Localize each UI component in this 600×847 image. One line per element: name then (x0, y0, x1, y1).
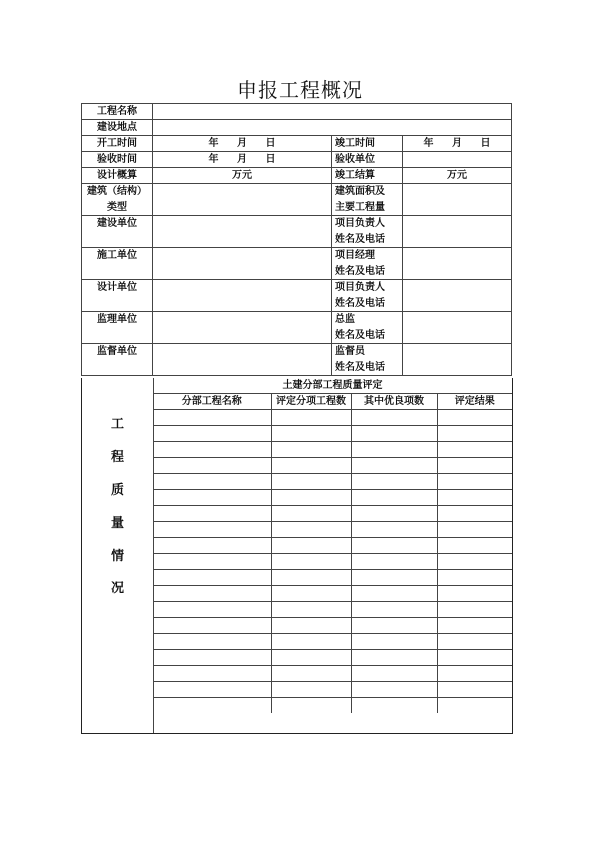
table-cell[interactable] (437, 682, 512, 698)
table-cell[interactable] (351, 666, 437, 682)
table-cell[interactable] (437, 538, 512, 554)
column-header: 分部工程名称 (153, 394, 271, 410)
table-cell[interactable] (351, 442, 437, 458)
party-unit-field[interactable] (153, 312, 332, 344)
table-cell[interactable] (437, 490, 512, 506)
column-header: 其中优良项数 (351, 394, 437, 410)
party-unit-label: 监理单位 (82, 312, 153, 344)
acceptance-time-label: 验收时间 (82, 152, 153, 168)
table-cell[interactable] (351, 634, 437, 650)
table-cell[interactable] (153, 490, 271, 506)
party-unit-label: 施工单位 (82, 248, 153, 280)
design-budget-label: 设计概算 (82, 168, 153, 184)
table-row (153, 538, 512, 554)
site-label: 建设地点 (82, 120, 153, 136)
party-unit-label: 建设单位 (82, 216, 153, 248)
quality-side-char: 情 (110, 549, 124, 564)
table-row (153, 474, 512, 490)
table-cell[interactable] (271, 442, 351, 458)
table-row (82, 104, 512, 120)
table-cell[interactable] (437, 410, 512, 426)
table-cell[interactable] (153, 570, 271, 586)
structure-type-field[interactable] (153, 184, 332, 216)
party-contact-label: 项目经理 姓名及电话 (332, 248, 403, 280)
structure-type-label: 建筑（结构） 类型 (82, 184, 153, 216)
table-cell[interactable] (437, 586, 512, 602)
party-unit-label: 设计单位 (82, 280, 153, 312)
table-cell[interactable] (351, 490, 437, 506)
start-label: 开工时间 (82, 136, 153, 152)
table-cell[interactable] (271, 666, 351, 682)
table-row (82, 280, 512, 312)
table-row (153, 586, 512, 602)
table-cell[interactable] (437, 474, 512, 490)
table-row (153, 458, 512, 474)
table-cell[interactable] (153, 698, 271, 714)
table-row (82, 216, 512, 248)
table-cell[interactable] (351, 506, 437, 522)
table-cell[interactable] (437, 442, 512, 458)
table-cell[interactable] (153, 682, 271, 698)
table-cell[interactable] (437, 698, 512, 714)
table-cell[interactable] (351, 698, 437, 714)
party-contact-field[interactable] (403, 344, 512, 376)
table-row (153, 442, 512, 458)
table-cell[interactable] (437, 570, 512, 586)
table-row (153, 410, 512, 426)
table-cell[interactable] (351, 538, 437, 554)
table-cell[interactable] (271, 506, 351, 522)
table-cell[interactable] (351, 650, 437, 666)
table-cell[interactable] (271, 570, 351, 586)
table-row (82, 152, 512, 168)
table-cell[interactable] (153, 426, 271, 442)
area-label: 建筑面积及 主要工程量 (332, 184, 403, 216)
table-row (153, 602, 512, 618)
table-cell[interactable] (271, 618, 351, 634)
table-cell[interactable] (351, 474, 437, 490)
table-row (153, 554, 512, 570)
table-cell[interactable] (271, 522, 351, 538)
party-unit-field[interactable] (153, 248, 332, 280)
table-row (153, 522, 512, 538)
table-cell[interactable] (153, 506, 271, 522)
table-row (153, 698, 512, 714)
table-cell[interactable] (153, 474, 271, 490)
table-cell[interactable] (153, 634, 271, 650)
table-cell[interactable] (153, 618, 271, 634)
table-cell[interactable] (437, 426, 512, 442)
table-cell[interactable] (271, 634, 351, 650)
table-cell[interactable] (153, 586, 271, 602)
column-header: 评定结果 (437, 394, 512, 410)
project-summary-table (81, 103, 512, 376)
party-contact-field[interactable] (403, 280, 512, 312)
table-header-row (153, 394, 512, 410)
table-cell[interactable] (271, 426, 351, 442)
table-row (82, 136, 512, 152)
party-unit-field[interactable] (153, 344, 332, 376)
table-row (153, 570, 512, 586)
table-cell[interactable] (351, 522, 437, 538)
table-row (82, 168, 512, 184)
table-row (82, 248, 512, 280)
table-row (153, 490, 512, 506)
table-cell[interactable] (271, 682, 351, 698)
design-budget-field[interactable]: 万元 (153, 168, 332, 184)
table-cell[interactable] (437, 554, 512, 570)
quality-grid (153, 378, 512, 713)
table-cell[interactable] (153, 442, 271, 458)
quality-section (81, 378, 513, 734)
table-row (153, 426, 512, 442)
table-cell[interactable] (271, 602, 351, 618)
quality-side-char: 况 (110, 581, 124, 596)
start-date-field[interactable]: 年 月 日 (153, 136, 332, 152)
party-contact-field[interactable] (403, 312, 512, 344)
table-cell[interactable] (437, 634, 512, 650)
table-cell[interactable] (351, 602, 437, 618)
table-row (82, 184, 512, 216)
table-cell[interactable] (153, 602, 271, 618)
page-title: 申报工程概况 (237, 78, 363, 102)
table-cell[interactable] (153, 458, 271, 474)
table-cell[interactable] (153, 554, 271, 570)
party-unit-field[interactable] (153, 280, 332, 312)
acceptance-unit-field[interactable] (403, 152, 512, 168)
quality-side-char: 程 (110, 450, 124, 465)
table-cell[interactable] (437, 522, 512, 538)
table-cell[interactable] (271, 586, 351, 602)
table-cell[interactable] (351, 410, 437, 426)
table-cell[interactable] (437, 666, 512, 682)
table-cell[interactable] (351, 586, 437, 602)
project-name-label: 工程名称 (82, 104, 153, 120)
table-cell[interactable] (153, 410, 271, 426)
quality-table (153, 394, 512, 713)
acceptance-unit-label: 验收单位 (332, 152, 403, 168)
quality-side-label (82, 378, 154, 733)
party-contact-label: 监督员 姓名及电话 (332, 344, 403, 376)
table-cell[interactable] (271, 474, 351, 490)
table-cell[interactable] (351, 682, 437, 698)
table-cell[interactable] (351, 570, 437, 586)
table-row (153, 650, 512, 666)
party-unit-label: 监督单位 (82, 344, 153, 376)
table-cell[interactable] (271, 698, 351, 714)
quality-side-char: 工 (110, 417, 124, 432)
table-cell[interactable] (437, 650, 512, 666)
table-cell[interactable] (437, 618, 512, 634)
table-cell[interactable] (271, 458, 351, 474)
party-contact-field[interactable] (403, 216, 512, 248)
table-cell[interactable] (153, 666, 271, 682)
table-cell[interactable] (351, 618, 437, 634)
table-row (153, 682, 512, 698)
table-row (82, 344, 512, 376)
quality-section-title: 土建分部工程质量评定 (153, 378, 512, 394)
acceptance-date-field[interactable]: 年 月 日 (153, 152, 332, 168)
table-cell[interactable] (351, 458, 437, 474)
quality-side-char: 质 (110, 483, 124, 498)
table-cell[interactable] (153, 522, 271, 538)
party-unit-field[interactable] (153, 216, 332, 248)
site-field[interactable] (153, 120, 512, 136)
table-row (153, 634, 512, 650)
completion-date-field[interactable]: 年 月 日 (403, 136, 512, 152)
table-cell[interactable] (153, 650, 271, 666)
area-field[interactable] (403, 184, 512, 216)
table-row (153, 666, 512, 682)
table-cell[interactable] (271, 650, 351, 666)
party-contact-label: 项目负责人 姓名及电话 (332, 216, 403, 248)
table-cell[interactable] (153, 538, 271, 554)
table-cell[interactable] (351, 554, 437, 570)
completion-label: 竣工时间 (332, 136, 403, 152)
party-contact-label: 总监 姓名及电话 (332, 312, 403, 344)
table-cell[interactable] (271, 490, 351, 506)
table-cell[interactable] (271, 410, 351, 426)
quality-side-char: 量 (110, 516, 124, 531)
table-row (153, 506, 512, 522)
table-cell[interactable] (437, 506, 512, 522)
table-cell[interactable] (271, 554, 351, 570)
party-contact-field[interactable] (403, 248, 512, 280)
party-contact-label: 项目负责人 姓名及电话 (332, 280, 403, 312)
table-cell[interactable] (437, 458, 512, 474)
table-row (153, 618, 512, 634)
table-cell[interactable] (271, 538, 351, 554)
project-name-field[interactable] (153, 104, 512, 120)
column-header: 评定分项工程数 (271, 394, 351, 410)
table-row (82, 120, 512, 136)
table-cell[interactable] (437, 602, 512, 618)
final-account-label: 竣工结算 (332, 168, 403, 184)
final-account-field[interactable]: 万元 (403, 168, 512, 184)
table-cell[interactable] (351, 426, 437, 442)
table-row (82, 312, 512, 344)
